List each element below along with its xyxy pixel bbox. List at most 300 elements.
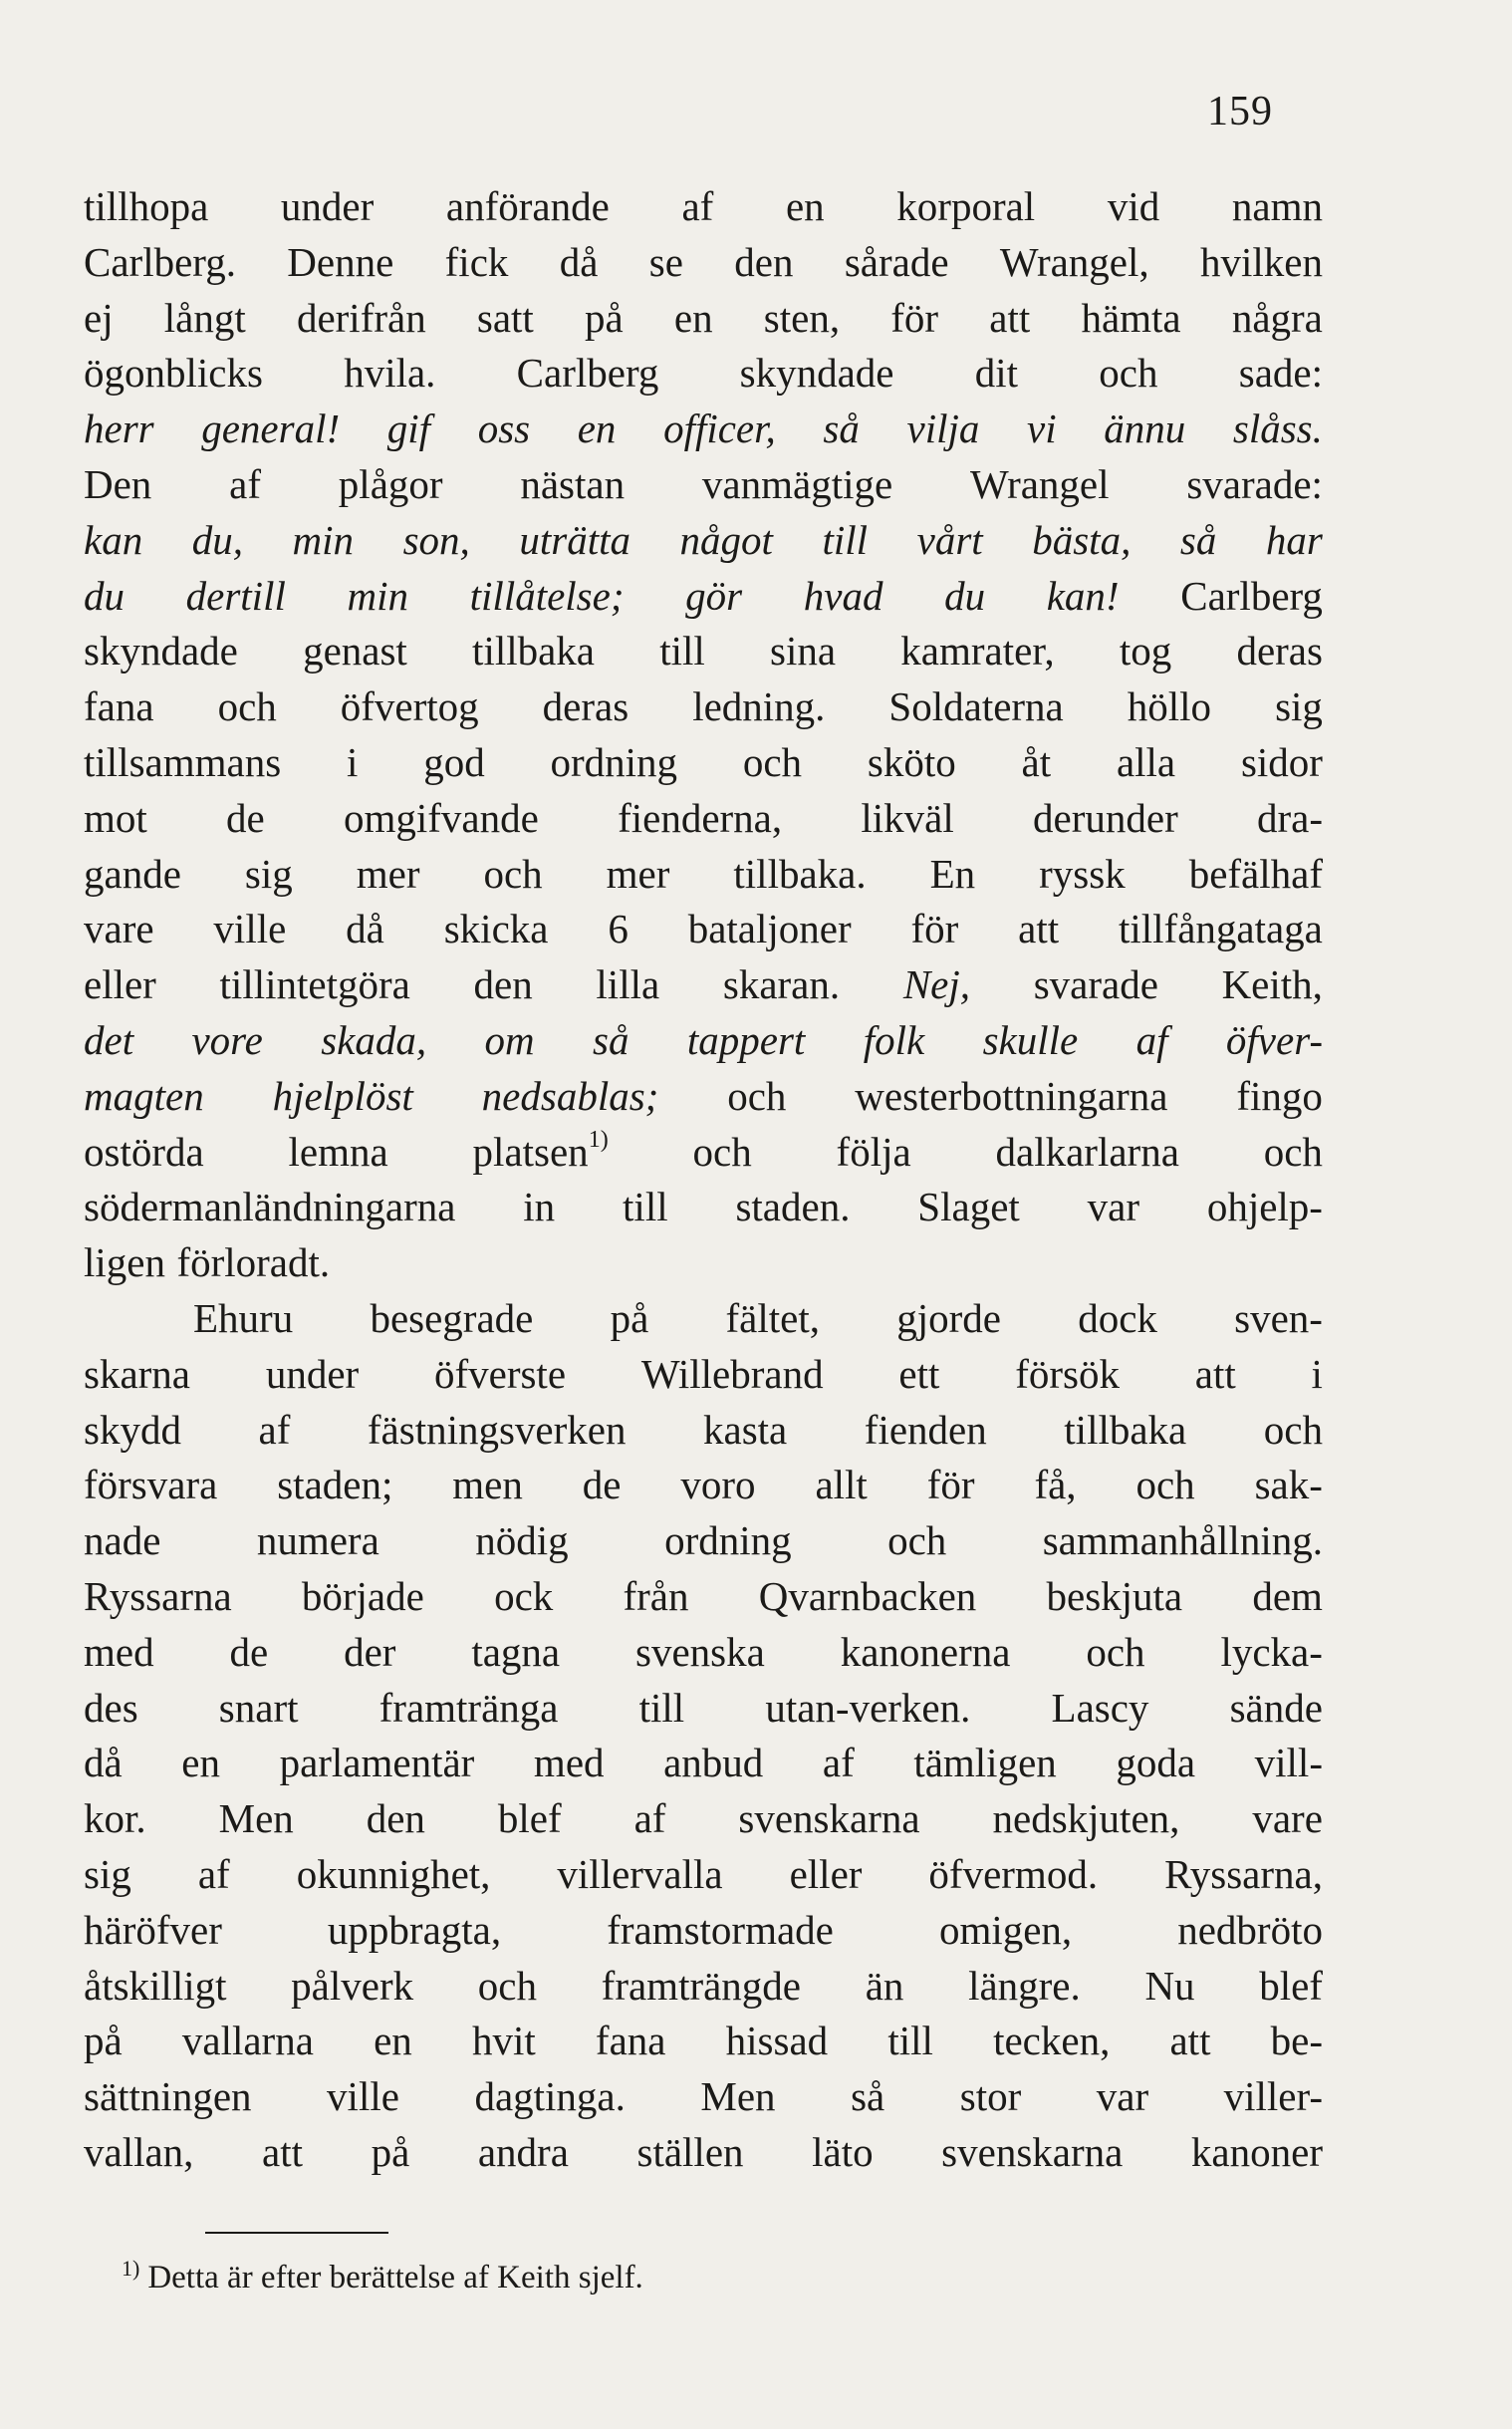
word: sak-: [1254, 1462, 1323, 1508]
word: en: [673, 294, 713, 341]
word: nade: [84, 1517, 161, 1564]
word: namn: [1231, 183, 1323, 229]
text-line: [84, 1180, 1323, 1235]
word: Men: [218, 1795, 294, 1842]
word: att: [1018, 906, 1060, 952]
text-line: [84, 1959, 1323, 2015]
italic-word: tappert: [686, 1016, 806, 1063]
word: sammanhållning.: [1042, 1517, 1323, 1564]
word: hvit: [471, 2018, 536, 2064]
word: och: [1099, 350, 1158, 397]
word: kanoner: [1190, 2128, 1323, 2175]
italic-word: slåss.: [1232, 405, 1323, 452]
word: då: [84, 1740, 123, 1786]
word: Ehuru: [193, 1294, 294, 1341]
word: ett: [898, 1350, 940, 1397]
word: deras: [1236, 628, 1323, 675]
word: af: [681, 183, 714, 229]
word: kanonerna: [840, 1628, 1011, 1675]
word: Slaget: [917, 1184, 1020, 1230]
word: sig: [84, 1850, 131, 1897]
word: tämligen: [913, 1740, 1057, 1786]
word: en: [181, 1740, 220, 1786]
text-line: [84, 1681, 1323, 1737]
word: den: [366, 1795, 425, 1842]
word: blef: [1259, 1962, 1323, 2009]
word: på: [585, 294, 624, 341]
italic-word: vore: [191, 1016, 263, 1063]
text-line: [84, 235, 1323, 291]
word: tillbaka: [1064, 1406, 1187, 1453]
word: okunnighet,: [296, 1850, 491, 1897]
word: andra: [477, 2128, 569, 2175]
word: för: [910, 906, 959, 952]
word: fingo: [1236, 1072, 1323, 1119]
word: gande: [84, 850, 181, 897]
word: en: [374, 2018, 412, 2064]
word: försvara: [84, 1462, 218, 1508]
word: Wrangel,: [999, 238, 1149, 285]
word: följa: [836, 1128, 911, 1175]
italic-word: dertill: [185, 572, 286, 619]
word: de: [582, 1462, 622, 1508]
word: och: [483, 850, 543, 897]
word: sköto: [867, 738, 956, 785]
word: Carlberg: [516, 350, 659, 397]
word: med: [533, 1740, 605, 1786]
word: hämta: [1081, 294, 1181, 341]
word: höllo: [1127, 683, 1212, 730]
word: framstormade: [607, 1906, 834, 1953]
word: stor: [959, 2073, 1022, 2120]
word: åtskilligt: [84, 1962, 227, 2009]
word: derifrån: [296, 294, 426, 341]
word: Carlberg.: [84, 238, 236, 285]
word: Denne: [287, 238, 394, 285]
italic-word: öfver-: [1225, 1016, 1323, 1063]
word: eller: [84, 961, 156, 1008]
word: gjorde: [896, 1294, 1001, 1341]
word: med: [84, 1628, 154, 1675]
word: och: [727, 1072, 787, 1119]
word: under: [265, 1350, 360, 1397]
footnote-text: Detta är efter berättelse af Keith sjelf.: [147, 2260, 643, 2295]
word: till: [638, 1684, 685, 1731]
word: i: [1311, 1350, 1323, 1397]
italic-word: ännu: [1104, 405, 1186, 452]
word: fick: [444, 238, 509, 285]
word: vanmägtige: [701, 460, 893, 507]
text-line: [84, 1347, 1323, 1403]
italic-word: vi: [1027, 405, 1057, 452]
word: sina: [770, 628, 837, 675]
word: och: [1263, 1128, 1323, 1175]
word: westerbottningarna: [855, 1072, 1168, 1119]
word: sig: [1275, 683, 1323, 730]
text-line: [84, 1125, 1323, 1181]
text-line: [84, 2125, 1323, 2181]
text-line: [84, 735, 1323, 791]
italic-word: officer,: [663, 405, 776, 452]
word: dem: [1252, 1572, 1323, 1619]
word: tecken,: [993, 2018, 1111, 2064]
word: och: [217, 683, 277, 730]
text-line: [84, 513, 1323, 569]
word: deras: [542, 683, 630, 730]
italic-word: gif: [386, 405, 431, 452]
word: En: [929, 850, 976, 897]
word: dagtinga.: [474, 2073, 626, 2120]
word: der: [344, 1628, 396, 1675]
text-line: [84, 902, 1323, 957]
text-line: [84, 1069, 1323, 1125]
word: att: [1169, 2018, 1211, 2064]
word: skaran.: [722, 961, 841, 1008]
word: än: [865, 1962, 904, 2009]
word: bataljoner: [687, 906, 852, 952]
word: satt: [476, 294, 534, 341]
word: Qvarnbacken: [758, 1572, 977, 1619]
text-line: [84, 957, 1323, 1013]
word: Carlberg: [1180, 572, 1323, 619]
word: voro: [680, 1462, 756, 1508]
word: derunder: [1033, 794, 1178, 841]
word: sig: [244, 850, 293, 897]
word: tillhopa: [84, 183, 209, 229]
italic-word: så: [823, 405, 860, 452]
word: mer: [356, 850, 420, 897]
word: vare: [1252, 1795, 1323, 1842]
word: södermanländningarna: [84, 1184, 456, 1230]
footnote-divider: [205, 2232, 388, 2234]
word: villervalla: [557, 1850, 723, 1897]
word: förloradt.: [176, 1239, 331, 1286]
word: nästan: [520, 460, 626, 507]
word: vallan,: [84, 2128, 194, 2175]
footnote-reference: 1): [588, 1126, 609, 1153]
word: att: [1194, 1350, 1236, 1397]
word: ledning.: [692, 683, 826, 730]
word: fienderna,: [618, 794, 783, 841]
word: ordning: [664, 1517, 792, 1564]
word: ögonblicks: [84, 350, 263, 397]
word: fana: [595, 2018, 666, 2064]
word: Lascy: [1051, 1684, 1149, 1731]
italic-word: en: [577, 405, 617, 452]
page-number: 159: [1207, 89, 1273, 135]
word: några: [1231, 294, 1323, 341]
word: mot: [84, 794, 147, 841]
word: tillbaka.: [733, 850, 867, 897]
italic-word: så: [593, 1016, 630, 1063]
word: be-: [1270, 2018, 1323, 2064]
italic-word: son,: [402, 516, 470, 563]
word: ligen: [84, 1239, 165, 1286]
word: skicka: [443, 906, 549, 952]
italic-word: något: [679, 516, 773, 563]
italic-word: tillåtelse;: [469, 572, 625, 619]
word: öfverste: [433, 1350, 567, 1397]
text-line: [84, 569, 1323, 625]
body-text: [84, 179, 1323, 2181]
word: ej: [84, 294, 114, 341]
text-line: [84, 2014, 1323, 2069]
word: ville: [327, 2073, 399, 2120]
word: sade:: [1238, 350, 1323, 397]
word: se: [648, 238, 683, 285]
word: af: [258, 1406, 291, 1453]
word: tog: [1119, 628, 1172, 675]
word: en: [785, 183, 825, 229]
word: af: [229, 460, 261, 507]
word: den: [473, 961, 533, 1008]
word: Keith,: [1221, 961, 1323, 1008]
word: kor.: [84, 1795, 146, 1842]
word: anförande: [445, 183, 610, 229]
word: tillfångataga: [1118, 906, 1323, 952]
word: framtränga: [378, 1684, 559, 1731]
word: pålverk: [291, 1962, 414, 2009]
word: vare: [84, 906, 154, 952]
word: de: [226, 794, 265, 841]
word: och: [1135, 1462, 1195, 1508]
word: 6: [608, 906, 629, 952]
text-line: [84, 1291, 1323, 1347]
text-line: [84, 1569, 1323, 1625]
italic-word: skulle: [982, 1016, 1079, 1063]
word: på: [371, 2128, 410, 2175]
word: tillbaka: [472, 628, 596, 675]
word: lilla: [596, 961, 660, 1008]
word: hvila.: [344, 350, 436, 397]
text-line: [84, 1625, 1323, 1681]
word: snart: [218, 1684, 299, 1731]
word: Willebrand: [640, 1350, 824, 1397]
word: numera: [256, 1517, 379, 1564]
italic-word: kan: [84, 516, 143, 563]
word: fana: [84, 683, 154, 730]
word: af: [633, 1795, 666, 1842]
word: för: [890, 294, 939, 341]
word: sårade: [844, 238, 949, 285]
word: nedskjuten,: [992, 1795, 1180, 1842]
word: tillintetgöra: [219, 961, 410, 1008]
word: öfvertog: [340, 683, 479, 730]
word: ohjelp-: [1206, 1184, 1323, 1230]
word: lemna: [288, 1128, 388, 1175]
word: vill-: [1254, 1740, 1323, 1786]
word: anbud: [663, 1740, 764, 1786]
word: Soldaterna: [888, 683, 1064, 730]
text-line: [84, 1791, 1323, 1847]
word: att: [262, 2128, 303, 2175]
word: des: [84, 1684, 138, 1731]
text-line: [84, 179, 1323, 235]
word: parlamentär: [279, 1740, 475, 1786]
text-line: [84, 291, 1323, 347]
word: skarna: [84, 1350, 191, 1397]
text-line: [84, 402, 1323, 457]
word: fältet,: [725, 1294, 820, 1341]
word: sven-: [1234, 1294, 1323, 1341]
word: kamrater,: [900, 628, 1055, 675]
text-line: [84, 1403, 1323, 1459]
word: tillsammans: [84, 738, 282, 785]
text-line: [84, 1235, 1323, 1291]
italic-word: min: [347, 572, 408, 619]
text-line: [84, 847, 1323, 903]
italic-word: af: [1135, 1016, 1168, 1063]
word: likväl: [861, 794, 954, 841]
text-line: [84, 1013, 1323, 1069]
word: men: [452, 1462, 523, 1508]
word: svenska: [635, 1628, 765, 1675]
word: för: [926, 1462, 975, 1508]
word: och: [887, 1517, 947, 1564]
italic-word: kan!: [1046, 572, 1120, 619]
italic-word: har: [1265, 516, 1323, 563]
italic-word: uträtta: [519, 516, 630, 563]
word: så: [851, 2073, 885, 2120]
italic-word: till: [822, 516, 869, 563]
word: ville: [213, 906, 287, 952]
word: den: [734, 238, 794, 285]
word: svenskarna: [941, 2128, 1124, 2175]
word: framträngde: [601, 1962, 802, 2009]
italic-word: det: [84, 1016, 134, 1063]
text-line: [84, 2069, 1323, 2125]
italic-word: min: [292, 516, 355, 563]
word: då: [346, 906, 384, 952]
italic-word: du: [944, 572, 986, 619]
word: från: [623, 1572, 689, 1619]
italic-word: hjelplöst: [272, 1072, 413, 1119]
italic-word: herr: [84, 405, 154, 452]
italic-word: om: [484, 1016, 535, 1063]
word: hvilken: [1199, 238, 1323, 285]
word: började: [301, 1572, 424, 1619]
word: ställen: [636, 2128, 744, 2175]
word: och: [1086, 1628, 1145, 1675]
word: ryssk: [1039, 850, 1126, 897]
word: dit: [974, 350, 1019, 397]
text-line: [84, 1513, 1323, 1569]
word: blef: [497, 1795, 562, 1842]
word: besegrade: [370, 1294, 534, 1341]
text-line: [84, 624, 1323, 679]
word: vallarna: [181, 2018, 314, 2064]
word: och: [692, 1128, 752, 1175]
word: utan-verken.: [765, 1684, 971, 1731]
word: till: [623, 1184, 668, 1230]
word: platsen$^{1)}$: [472, 1126, 609, 1175]
word: dock: [1078, 1294, 1157, 1341]
word: dra-: [1256, 794, 1323, 841]
word: omigen,: [938, 1906, 1073, 1953]
word: alla: [1116, 738, 1176, 785]
word: Nu: [1144, 1962, 1195, 2009]
word: allt: [815, 1462, 868, 1508]
word: omgifvande: [344, 794, 539, 841]
italic-word: oss: [477, 405, 531, 452]
word: under: [280, 183, 375, 229]
word: korporal: [896, 183, 1036, 229]
word: eller: [789, 1850, 863, 1897]
word: plågor: [338, 460, 443, 507]
italic-word: Nej,: [902, 961, 970, 1008]
word: ordning: [550, 738, 678, 785]
word: Men: [700, 2073, 776, 2120]
word: staden.: [735, 1184, 851, 1230]
word: sten,: [763, 294, 841, 341]
word: i: [346, 738, 359, 785]
word: in: [523, 1184, 556, 1230]
italic-word: skada,: [321, 1016, 427, 1063]
word: genast: [303, 628, 407, 675]
word: långt: [163, 294, 246, 341]
text-line: [84, 791, 1323, 847]
word: på: [610, 1294, 649, 1341]
word: skydd: [84, 1406, 181, 1453]
italic-word: magten: [84, 1072, 204, 1119]
text-line: [84, 1903, 1323, 1959]
word: svenskarna: [738, 1795, 920, 1842]
word: viller-: [1223, 2073, 1323, 2120]
word: Ryssarna,: [1164, 1850, 1323, 1897]
italic-word: du,: [191, 516, 243, 563]
word: få,: [1034, 1462, 1077, 1508]
word: ostörda: [84, 1128, 204, 1175]
word: svarade:: [1186, 460, 1323, 507]
word: fienden: [864, 1406, 987, 1453]
word: försök: [1015, 1350, 1120, 1397]
text-line: [84, 1458, 1323, 1513]
word: svarade: [1033, 961, 1158, 1008]
word: mer: [606, 850, 670, 897]
italic-word: bästa,: [1032, 516, 1132, 563]
text-line: [84, 679, 1323, 735]
word: skyndade: [84, 628, 238, 675]
word: att: [989, 294, 1031, 341]
word: dalkarlarna: [995, 1128, 1179, 1175]
footnote-mark: 1): [122, 2256, 140, 2281]
word: var: [1087, 1184, 1139, 1230]
word: till: [887, 2018, 933, 2064]
word: nödig: [475, 1517, 569, 1564]
word: vid: [1107, 183, 1160, 229]
italic-word: general!: [201, 405, 341, 452]
word: nedbröto: [1177, 1906, 1323, 1953]
text-line: [84, 457, 1323, 513]
italic-word: nedsablas;: [481, 1072, 659, 1119]
word: fästningsverken: [367, 1406, 627, 1453]
word: var: [1096, 2073, 1149, 2120]
word: lycka-: [1220, 1628, 1323, 1675]
word: god: [423, 738, 485, 785]
word: häröfver: [84, 1906, 222, 1953]
italic-word: folk: [863, 1016, 925, 1063]
word: Wrangel: [970, 460, 1110, 507]
italic-word: vårt: [916, 516, 983, 563]
word: åt: [1021, 738, 1052, 785]
word: skyndade: [739, 350, 894, 397]
word: sättningen: [84, 2073, 252, 2120]
word: Den: [84, 460, 152, 507]
word: af: [822, 1740, 855, 1786]
word: staden;: [277, 1462, 393, 1508]
word: de: [229, 1628, 269, 1675]
footnote: [122, 2254, 643, 2304]
